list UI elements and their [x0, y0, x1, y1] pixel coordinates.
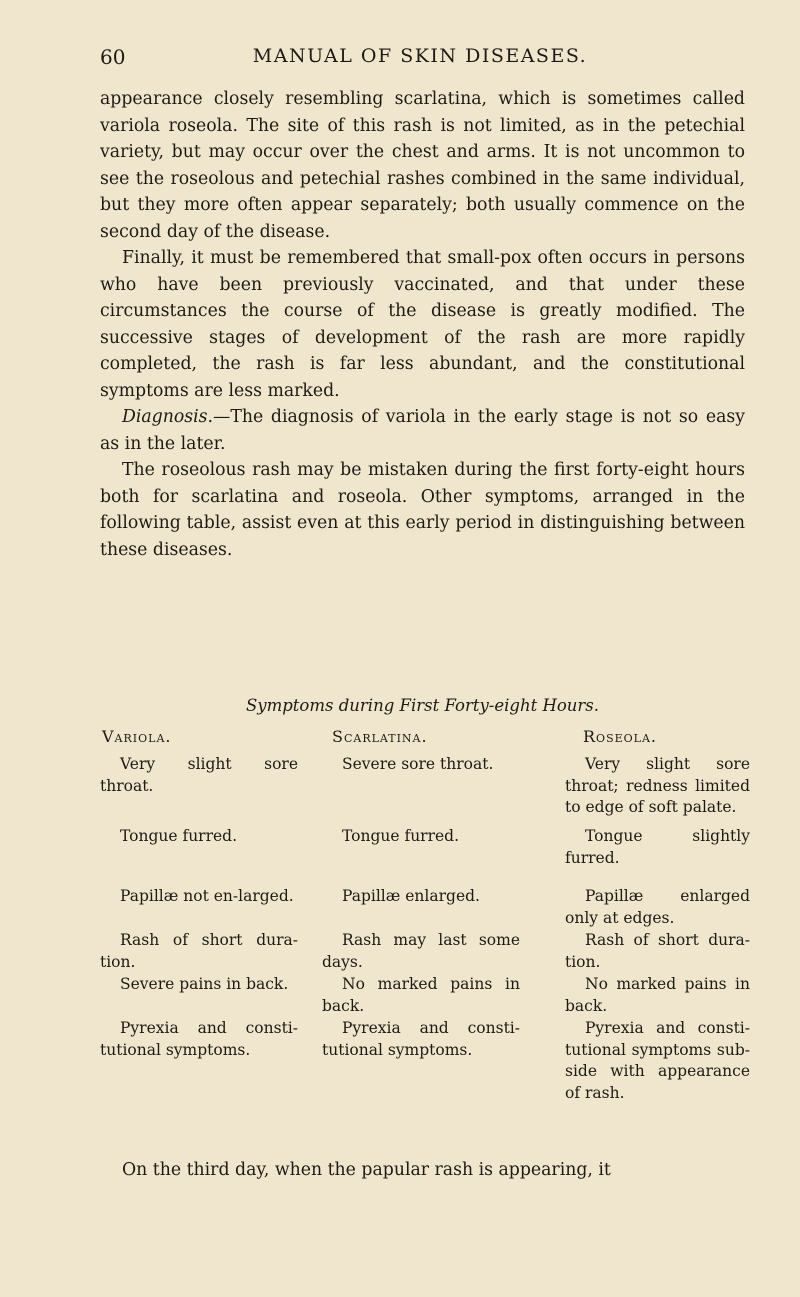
table-cell: Pyrexia and consti-tutional symptoms.: [322, 1019, 520, 1059]
closing-line: On the third day, when the papular rash is appearing, it: [122, 1160, 611, 1180]
table-cell: Tongue slightly furred.: [565, 827, 750, 867]
table-cell: Pyrexia and consti-tutional symptoms sub-side with appearance of rash.: [565, 1019, 750, 1102]
paragraph-1: appearance closely resembling scarlatina, which is sometimes called variola roseola. The site of this rash is not limited, as in the petechial variety, but may occur over the chest and arms. It is not uncommon to see the roseolous and petechial rashes combined in the same individual, but they more often appear separately; both usually commence on the second day of the disease.: [100, 89, 745, 242]
column-scarlatina: [322, 726, 520, 1059]
table-cell: Severe pains in back.: [120, 975, 289, 993]
paragraph-3: The roseolous rash may be mistaken during the first forty-eight hours both for scarlatina and roseola. Other symptoms, arranged in the following table, assist even at this early period in distinguishing between these diseases.: [100, 460, 745, 560]
column-roseola: [565, 726, 750, 1102]
paragraph-2: Finally, it must be remembered that small-pox often occurs in persons who have been previously vaccinated, and that under these circumstances the course of the disease is greatly modified. The successive stages of development of the rash are more rapidly completed, the rash is far less abundant, and the constitutional symptoms are less marked.: [100, 248, 745, 401]
table-cell: Rash of short dura-tion.: [565, 931, 750, 971]
page-header: [100, 45, 740, 73]
table-cell: Severe sore throat.: [342, 755, 494, 773]
table-caption: Symptoms during First Forty-eight Hours.: [245, 696, 600, 715]
table-cell: Tongue furred.: [342, 827, 460, 845]
table-cell: Papillæ enlarged.: [342, 887, 480, 905]
body-text: [100, 86, 745, 563]
column-heading: Roseola.: [583, 727, 657, 746]
table-cell: Rash of short dura-tion.: [100, 931, 298, 971]
table-cell: Papillæ not en-larged.: [120, 887, 294, 905]
column-variola: [100, 726, 298, 1059]
table-cell: Papillæ enlarged only at edges.: [565, 887, 750, 927]
page-number: 60: [100, 45, 126, 69]
table-cell: No marked pains in back.: [565, 975, 750, 1015]
running-title: MANUAL OF SKIN DISEASES.: [252, 45, 588, 67]
table-cell: Rash may last some days.: [322, 931, 520, 971]
table-cell: Pyrexia and consti-tutional symptoms.: [100, 1019, 298, 1059]
diagnosis-label: Diagnosis.: [122, 407, 214, 427]
paragraph-diagnosis: [100, 404, 745, 457]
table-cell: Tongue furred.: [120, 827, 238, 845]
table-cell: No marked pains in back.: [322, 975, 520, 1015]
column-heading: Scarlatina.: [332, 727, 428, 746]
column-heading: Variola.: [102, 727, 172, 746]
diagnosis-text: —The diagnosis of variola in the early stage is not so easy as in the later.: [100, 407, 745, 454]
table-cell: Very slight sore throat; redness limited to edge of soft palate.: [565, 755, 750, 816]
table-cell: Very slight sore throat.: [100, 755, 298, 795]
